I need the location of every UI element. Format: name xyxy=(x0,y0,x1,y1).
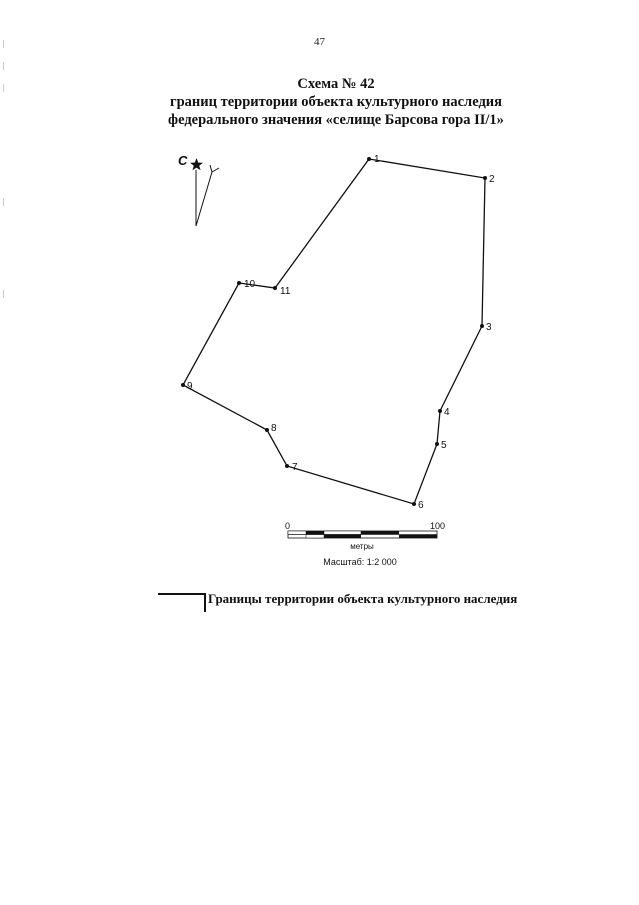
boundary-polygon xyxy=(183,159,485,504)
title-line-2: границ территории объекта культурного наследия xyxy=(170,94,502,110)
vertex-labels xyxy=(187,154,495,511)
vertex-label-7: 7 xyxy=(292,462,298,473)
vertex-label-1: 1 xyxy=(374,154,380,165)
vertex-2 xyxy=(483,176,487,180)
vertex-5 xyxy=(435,442,439,446)
vertex-label-10: 10 xyxy=(244,279,256,290)
north-arrow xyxy=(178,153,219,226)
legend-boundary-symbol xyxy=(158,593,206,612)
vertex-label-2: 2 xyxy=(489,174,495,185)
scale-start-label: 0 xyxy=(285,521,291,531)
north-arrow-label: С xyxy=(178,153,188,168)
vertex-label-5: 5 xyxy=(441,440,447,451)
vertex-8 xyxy=(265,428,269,432)
scale-unit-label: метры xyxy=(350,542,374,551)
vertex-6 xyxy=(412,502,416,506)
legend xyxy=(158,588,578,610)
vertex-label-3: 3 xyxy=(486,322,492,333)
vertex-11 xyxy=(273,286,277,290)
vertex-7 xyxy=(285,464,289,468)
vertex-4 xyxy=(438,409,442,413)
star-icon xyxy=(190,158,203,170)
vertex-label-6: 6 xyxy=(418,500,424,511)
title-line-1: Схема № 42 xyxy=(297,76,375,92)
vertex-label-8: 8 xyxy=(271,423,277,434)
vertex-1 xyxy=(367,157,371,161)
vertex-label-11: 11 xyxy=(280,286,291,297)
scale-bar xyxy=(285,521,445,567)
vertex-3 xyxy=(480,324,484,328)
vertex-9 xyxy=(181,383,185,387)
boundary-vertices xyxy=(181,157,487,506)
title-line-3: федерального значения «селище Барсова гора II/1» xyxy=(168,112,504,128)
vertex-10 xyxy=(237,281,241,285)
legend-label: Границы территории объекта культурного наследия xyxy=(208,591,518,606)
page-number: 47 xyxy=(314,36,325,48)
scale-end-label: 100 xyxy=(430,521,446,531)
vertex-label-9: 9 xyxy=(187,381,193,392)
scale-ratio-label: Масштаб: 1:2 000 xyxy=(323,557,397,567)
vertex-label-4: 4 xyxy=(444,407,450,418)
